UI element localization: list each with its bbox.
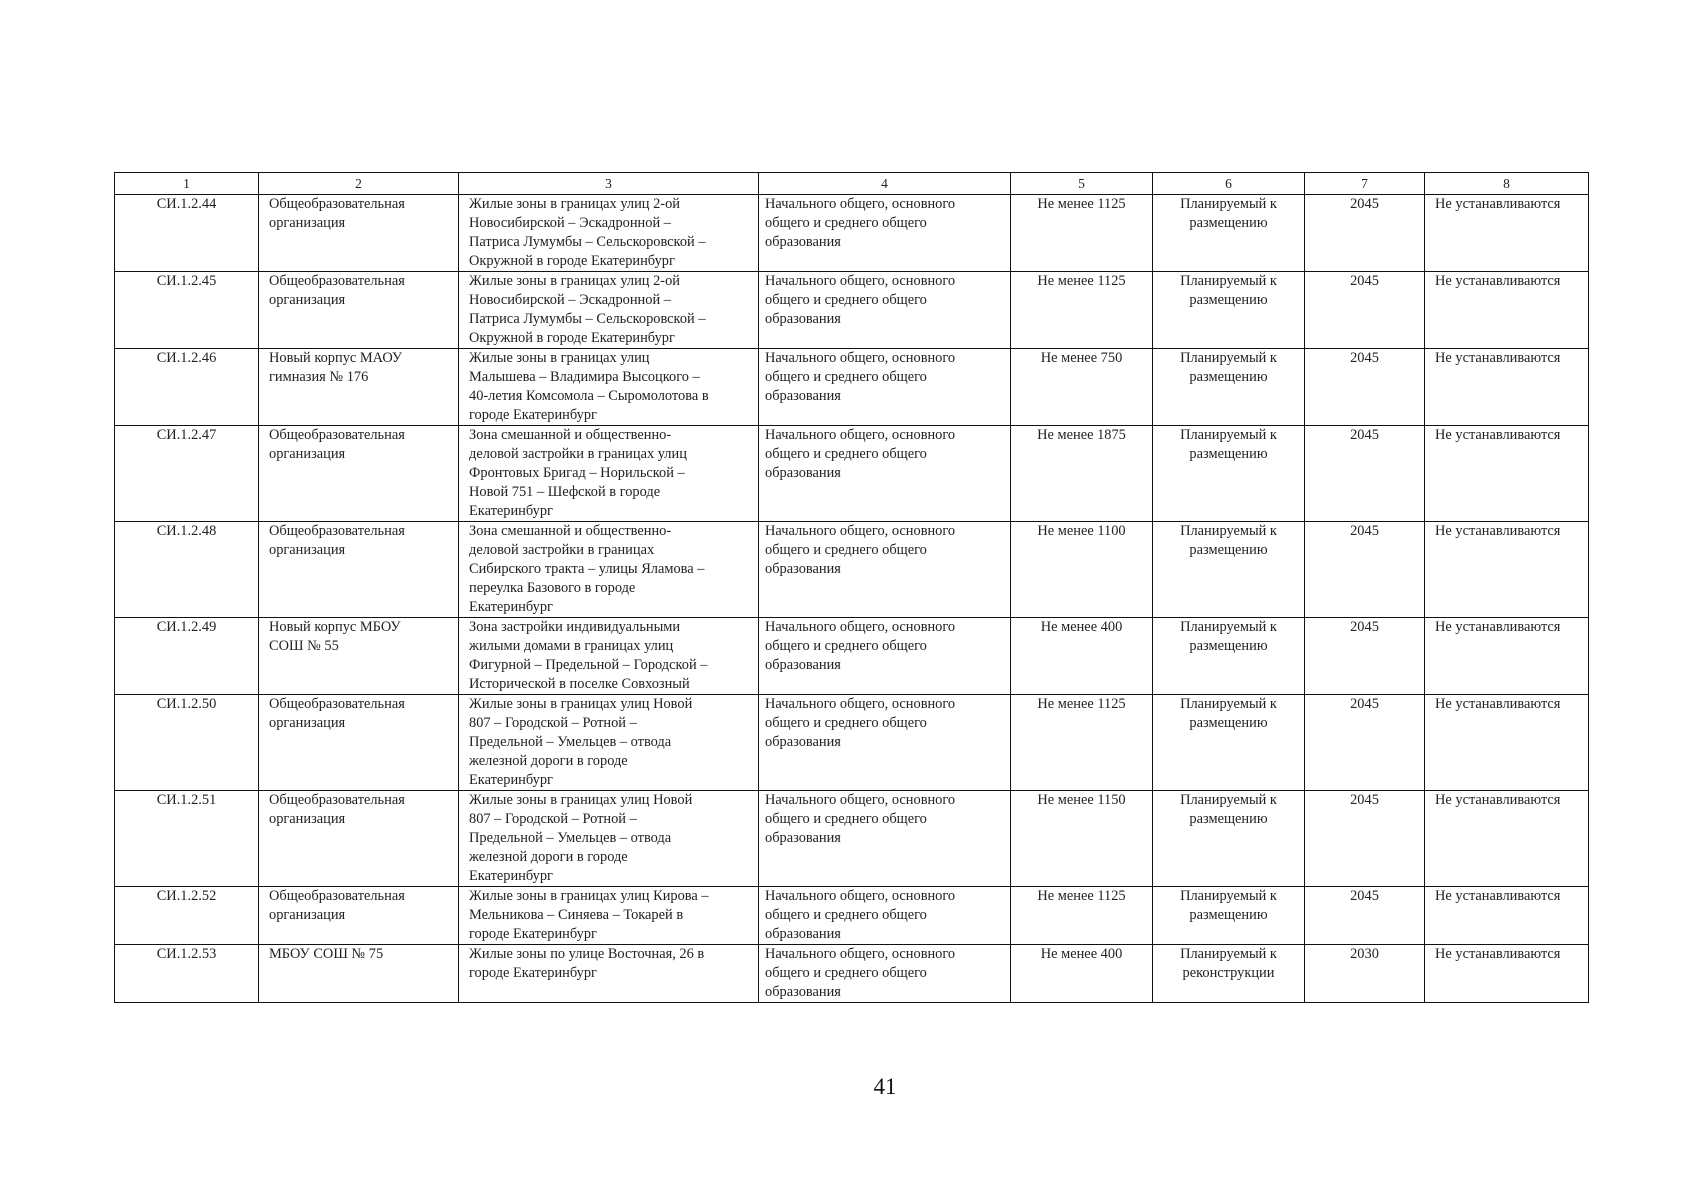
table-body [115, 173, 1589, 1003]
facility-location: Жилые зоны в границах улиц 2-ой Новосибирской – Эскадронной – Патриса Лумумбы – Сельскоровской – Окружной в городе Екатеринбург [459, 195, 759, 272]
facility-code: СИ.1.2.45 [115, 272, 259, 349]
education-level: Начального общего, основного общего и среднего общего образования [759, 426, 1011, 522]
column-number: 2 [259, 173, 459, 195]
facility-capacity: Не менее 400 [1011, 618, 1153, 695]
facility-capacity: Не менее 1875 [1011, 426, 1153, 522]
facility-status: Планируемый к размещению [1153, 272, 1305, 349]
table-row [115, 945, 1589, 1003]
facility-code: СИ.1.2.48 [115, 522, 259, 618]
column-number: 3 [459, 173, 759, 195]
restricted-zones: Не устанавливаются [1425, 887, 1589, 945]
facility-status: Планируемый к размещению [1153, 791, 1305, 887]
page-number: 41 [873, 1074, 897, 1099]
facility-name: Общеобразовательная организация [259, 791, 459, 887]
table-row [115, 887, 1589, 945]
facility-name: Общеобразовательная организация [259, 522, 459, 618]
facility-location: Жилые зоны в границах улиц Малышева – Владимира Высоцкого – 40-летия Комсомола – Сыромолотова в городе Екатеринбург [459, 349, 759, 426]
facility-name: Общеобразовательная организация [259, 695, 459, 791]
facility-status: Планируемый к реконструкции [1153, 945, 1305, 1003]
column-number: 4 [759, 173, 1011, 195]
facility-code: СИ.1.2.46 [115, 349, 259, 426]
completion-year: 2045 [1305, 887, 1425, 945]
table-row [115, 426, 1589, 522]
column-number: 7 [1305, 173, 1425, 195]
facility-code: СИ.1.2.47 [115, 426, 259, 522]
completion-year: 2045 [1305, 349, 1425, 426]
restricted-zones: Не устанавливаются [1425, 272, 1589, 349]
education-level: Начального общего, основного общего и среднего общего образования [759, 522, 1011, 618]
table-row [115, 272, 1589, 349]
column-number: 1 [115, 173, 259, 195]
restricted-zones: Не устанавливаются [1425, 522, 1589, 618]
facility-code: СИ.1.2.53 [115, 945, 259, 1003]
facility-status: Планируемый к размещению [1153, 522, 1305, 618]
table-row [115, 349, 1589, 426]
facility-status: Планируемый к размещению [1153, 349, 1305, 426]
table-row [115, 195, 1589, 272]
restricted-zones: Не устанавливаются [1425, 618, 1589, 695]
completion-year: 2045 [1305, 272, 1425, 349]
table-row [115, 695, 1589, 791]
column-number: 6 [1153, 173, 1305, 195]
facility-status: Планируемый к размещению [1153, 195, 1305, 272]
facility-code: СИ.1.2.51 [115, 791, 259, 887]
facility-location: Жилые зоны по улице Восточная, 26 в городе Екатеринбург [459, 945, 759, 1003]
table-row [115, 618, 1589, 695]
facility-name: Общеобразовательная организация [259, 195, 459, 272]
facility-capacity: Не менее 750 [1011, 349, 1153, 426]
completion-year: 2045 [1305, 522, 1425, 618]
restricted-zones: Не устанавливаются [1425, 945, 1589, 1003]
facility-code: СИ.1.2.49 [115, 618, 259, 695]
restricted-zones: Не устанавливаются [1425, 426, 1589, 522]
education-level: Начального общего, основного общего и среднего общего образования [759, 791, 1011, 887]
completion-year: 2045 [1305, 618, 1425, 695]
completion-year: 2045 [1305, 695, 1425, 791]
column-number: 5 [1011, 173, 1153, 195]
facility-status: Планируемый к размещению [1153, 618, 1305, 695]
facility-capacity: Не менее 1125 [1011, 887, 1153, 945]
completion-year: 2045 [1305, 195, 1425, 272]
restricted-zones: Не устанавливаются [1425, 195, 1589, 272]
facility-location: Жилые зоны в границах улиц Новой 807 – Городской – Ротной – Предельной – Умельцев – отвода железной дороги в городе Екатеринбург [459, 791, 759, 887]
facility-location: Жилые зоны в границах улиц Кирова – Мельникова – Синяева – Токарей в городе Екатеринбург [459, 887, 759, 945]
education-level: Начального общего, основного общего и среднего общего образования [759, 887, 1011, 945]
facility-name: Новый корпус МАОУ гимназия № 176 [259, 349, 459, 426]
facility-location: Зона смешанной и общественно- деловой застройки в границах Сибирского тракта – улицы Яламова – переулка Базового в городе Екатеринбург [459, 522, 759, 618]
facility-location: Зона застройки индивидуальными жилыми домами в границах улиц Фигурной – Предельной – Городской – Исторической в поселке Совхозный [459, 618, 759, 695]
restricted-zones: Не устанавливаются [1425, 791, 1589, 887]
facility-location: Зона смешанной и общественно- деловой застройки в границах улиц Фронтовых Бригад – Норильской – Новой 751 – Шефской в городе Екатеринбург [459, 426, 759, 522]
table-row [115, 791, 1589, 887]
column-number: 8 [1425, 173, 1589, 195]
facility-location: Жилые зоны в границах улиц 2-ой Новосибирской – Эскадронной – Патриса Лумумбы – Сельскоровской – Окружной в городе Екатеринбург [459, 272, 759, 349]
facility-name: Общеобразовательная организация [259, 426, 459, 522]
completion-year: 2045 [1305, 791, 1425, 887]
completion-year: 2030 [1305, 945, 1425, 1003]
facility-status: Планируемый к размещению [1153, 426, 1305, 522]
education-level: Начального общего, основного общего и среднего общего образования [759, 195, 1011, 272]
facility-capacity: Не менее 1150 [1011, 791, 1153, 887]
restricted-zones: Не устанавливаются [1425, 349, 1589, 426]
facility-capacity: Не менее 1125 [1011, 195, 1153, 272]
education-level: Начального общего, основного общего и среднего общего образования [759, 618, 1011, 695]
facility-name: Общеобразовательная организация [259, 887, 459, 945]
education-level: Начального общего, основного общего и среднего общего образования [759, 695, 1011, 791]
facility-capacity: Не менее 1100 [1011, 522, 1153, 618]
facilities-table [114, 172, 1589, 1003]
facility-capacity: Не менее 1125 [1011, 695, 1153, 791]
facility-code: СИ.1.2.44 [115, 195, 259, 272]
facility-code: СИ.1.2.52 [115, 887, 259, 945]
facility-code: СИ.1.2.50 [115, 695, 259, 791]
facility-name: Новый корпус МБОУ СОШ № 55 [259, 618, 459, 695]
education-level: Начального общего, основного общего и среднего общего образования [759, 945, 1011, 1003]
facility-location: Жилые зоны в границах улиц Новой 807 – Городской – Ротной – Предельной – Умельцев – отвода железной дороги в городе Екатеринбург [459, 695, 759, 791]
restricted-zones: Не устанавливаются [1425, 695, 1589, 791]
education-level: Начального общего, основного общего и среднего общего образования [759, 349, 1011, 426]
education-level: Начального общего, основного общего и среднего общего образования [759, 272, 1011, 349]
facility-capacity: Не менее 400 [1011, 945, 1153, 1003]
facility-status: Планируемый к размещению [1153, 887, 1305, 945]
column-number-row [115, 173, 1589, 195]
facility-capacity: Не менее 1125 [1011, 272, 1153, 349]
facility-name: Общеобразовательная организация [259, 272, 459, 349]
completion-year: 2045 [1305, 426, 1425, 522]
facility-name: МБОУ СОШ № 75 [259, 945, 459, 1003]
table-row [115, 522, 1589, 618]
facility-status: Планируемый к размещению [1153, 695, 1305, 791]
